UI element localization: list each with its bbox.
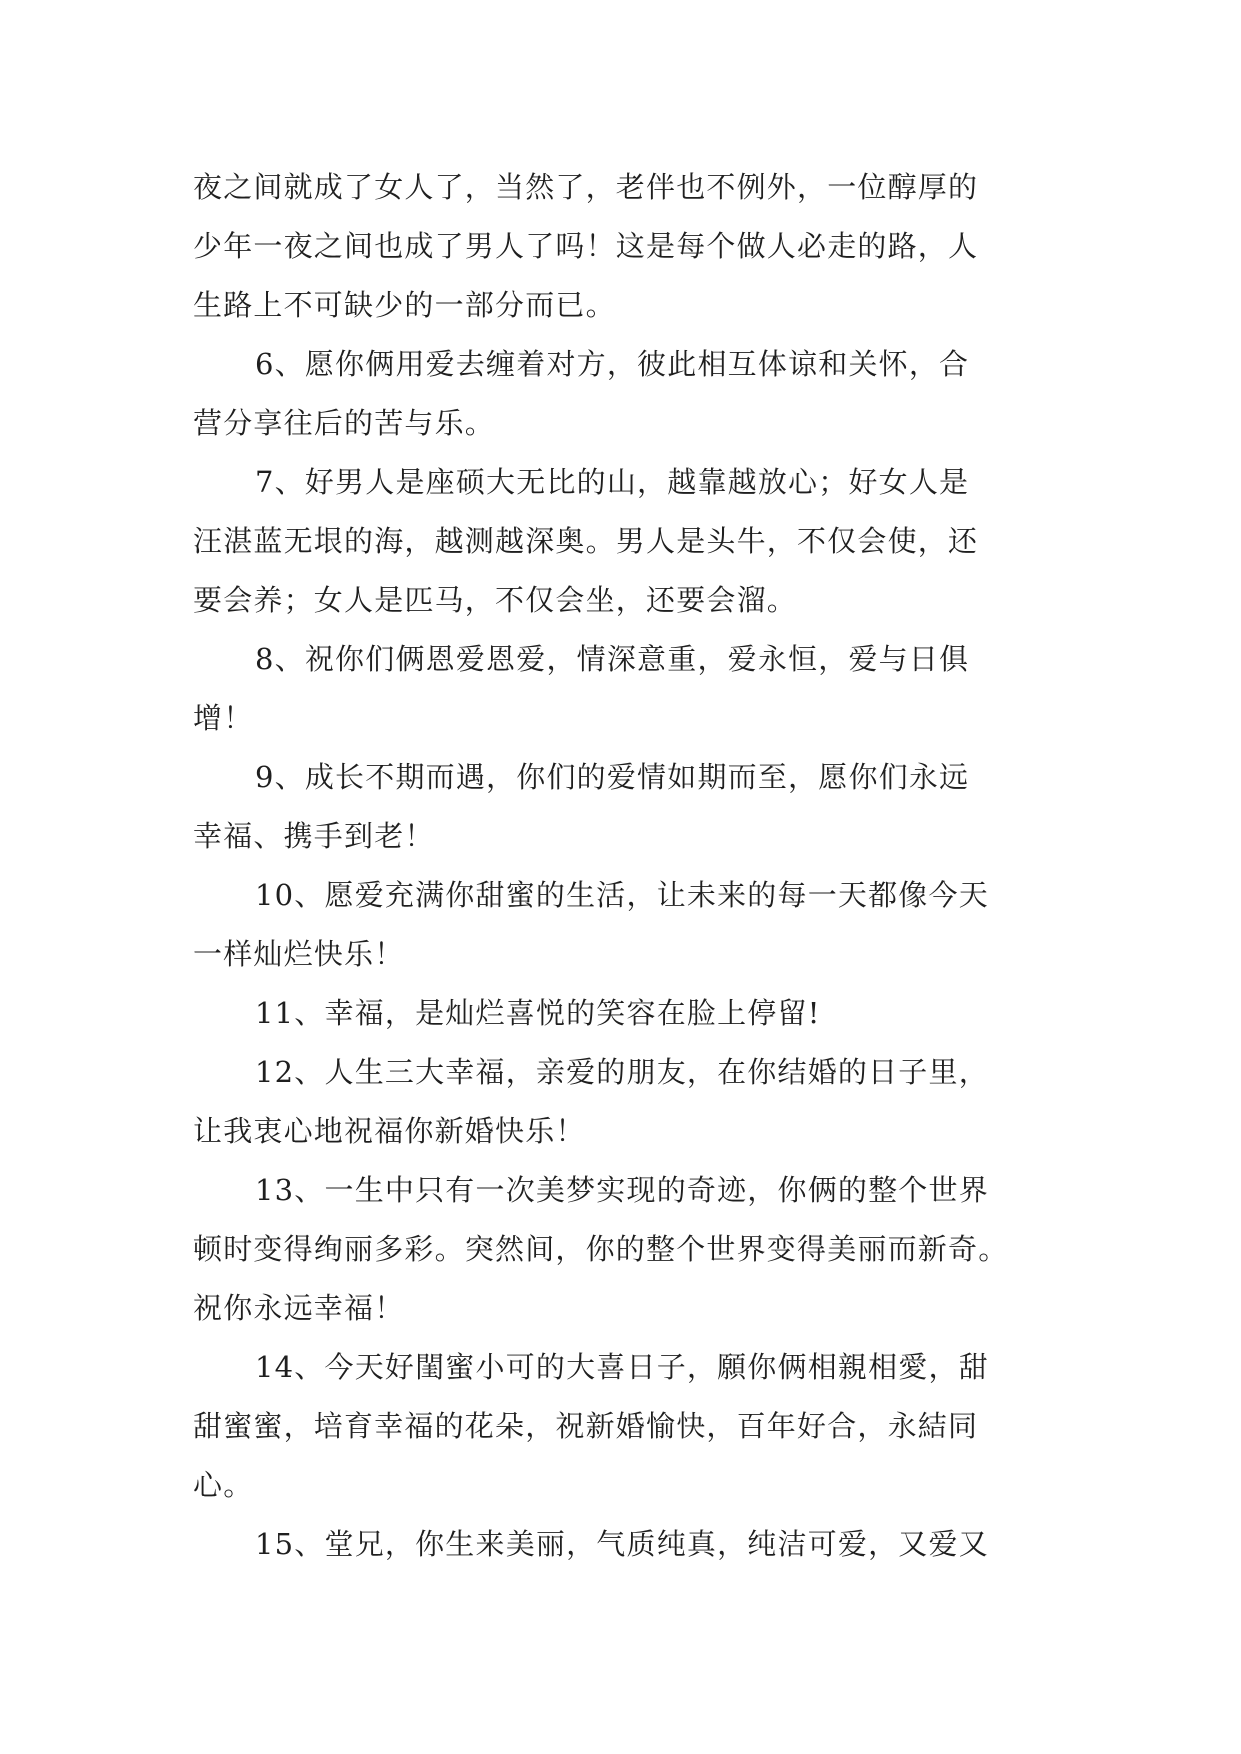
text-line: 心。 xyxy=(193,1468,254,1502)
text-line: 汪湛蓝无垠的海，越测越深奥。男人是头牛，不仅会使，还 xyxy=(193,524,979,558)
text-line: 幸福、携手到老！ xyxy=(193,819,435,853)
text-line: 12、人生三大幸福，亲爱的朋友，在你结婚的日子里， xyxy=(255,1055,989,1089)
text-line: 14、今天好閨蜜小可的大喜日子，願你俩相親相愛，甜 xyxy=(255,1350,989,1384)
text-line: 13、一生中只有一次美梦实现的奇迹，你俩的整个世界 xyxy=(255,1173,989,1207)
text-line: 顿时变得绚丽多彩。突然间，你的整个世界变得美丽而新奇。 xyxy=(193,1232,1009,1266)
text-line: 7、好男人是座硕大无比的山，越靠越放心；好女人是 xyxy=(255,465,970,499)
document-body xyxy=(193,158,1053,1574)
text-line: 6、愿你俩用爱去缠着对方，彼此相互体谅和关怀，合 xyxy=(255,347,970,381)
text-line: 生路上不可缺少的一部分而已。 xyxy=(193,288,616,322)
text-line: 要会养；女人是匹马，不仅会坐，还要会溜。 xyxy=(193,583,798,617)
text-line: 9、成长不期而遇，你们的爱情如期而至，愿你们永远 xyxy=(255,760,970,794)
text-line: 夜之间就成了女人了，当然了，老伴也不例外，一位醇厚的 xyxy=(193,170,979,204)
text-line: 11、幸福，是灿烂喜悦的笑容在脸上停留! xyxy=(255,996,821,1030)
text-line: 8、祝你们俩恩爱恩爱，情深意重，爱永恒，爱与日俱 xyxy=(255,642,970,676)
text-line: 增！ xyxy=(193,701,254,735)
text-line: 少年一夜之间也成了男人了吗！这是每个做人必走的路，人 xyxy=(193,229,979,263)
text-line: 营分享往后的苦与乐。 xyxy=(193,406,496,440)
text-line: 甜蜜蜜，培育幸福的花朵，祝新婚愉快，百年好合，永結同 xyxy=(193,1409,979,1443)
text-line: 15、堂兄，你生来美丽，气质纯真，纯洁可爱，又爱又 xyxy=(255,1527,989,1561)
text-line: 10、愿爱充满你甜蜜的生活，让未来的每一天都像今天 xyxy=(255,878,989,912)
text-line: 祝你永远幸福！ xyxy=(193,1291,405,1325)
text-line: 一样灿烂快乐！ xyxy=(193,937,405,971)
text-line: 让我衷心地祝福你新婚快乐！ xyxy=(193,1114,586,1148)
